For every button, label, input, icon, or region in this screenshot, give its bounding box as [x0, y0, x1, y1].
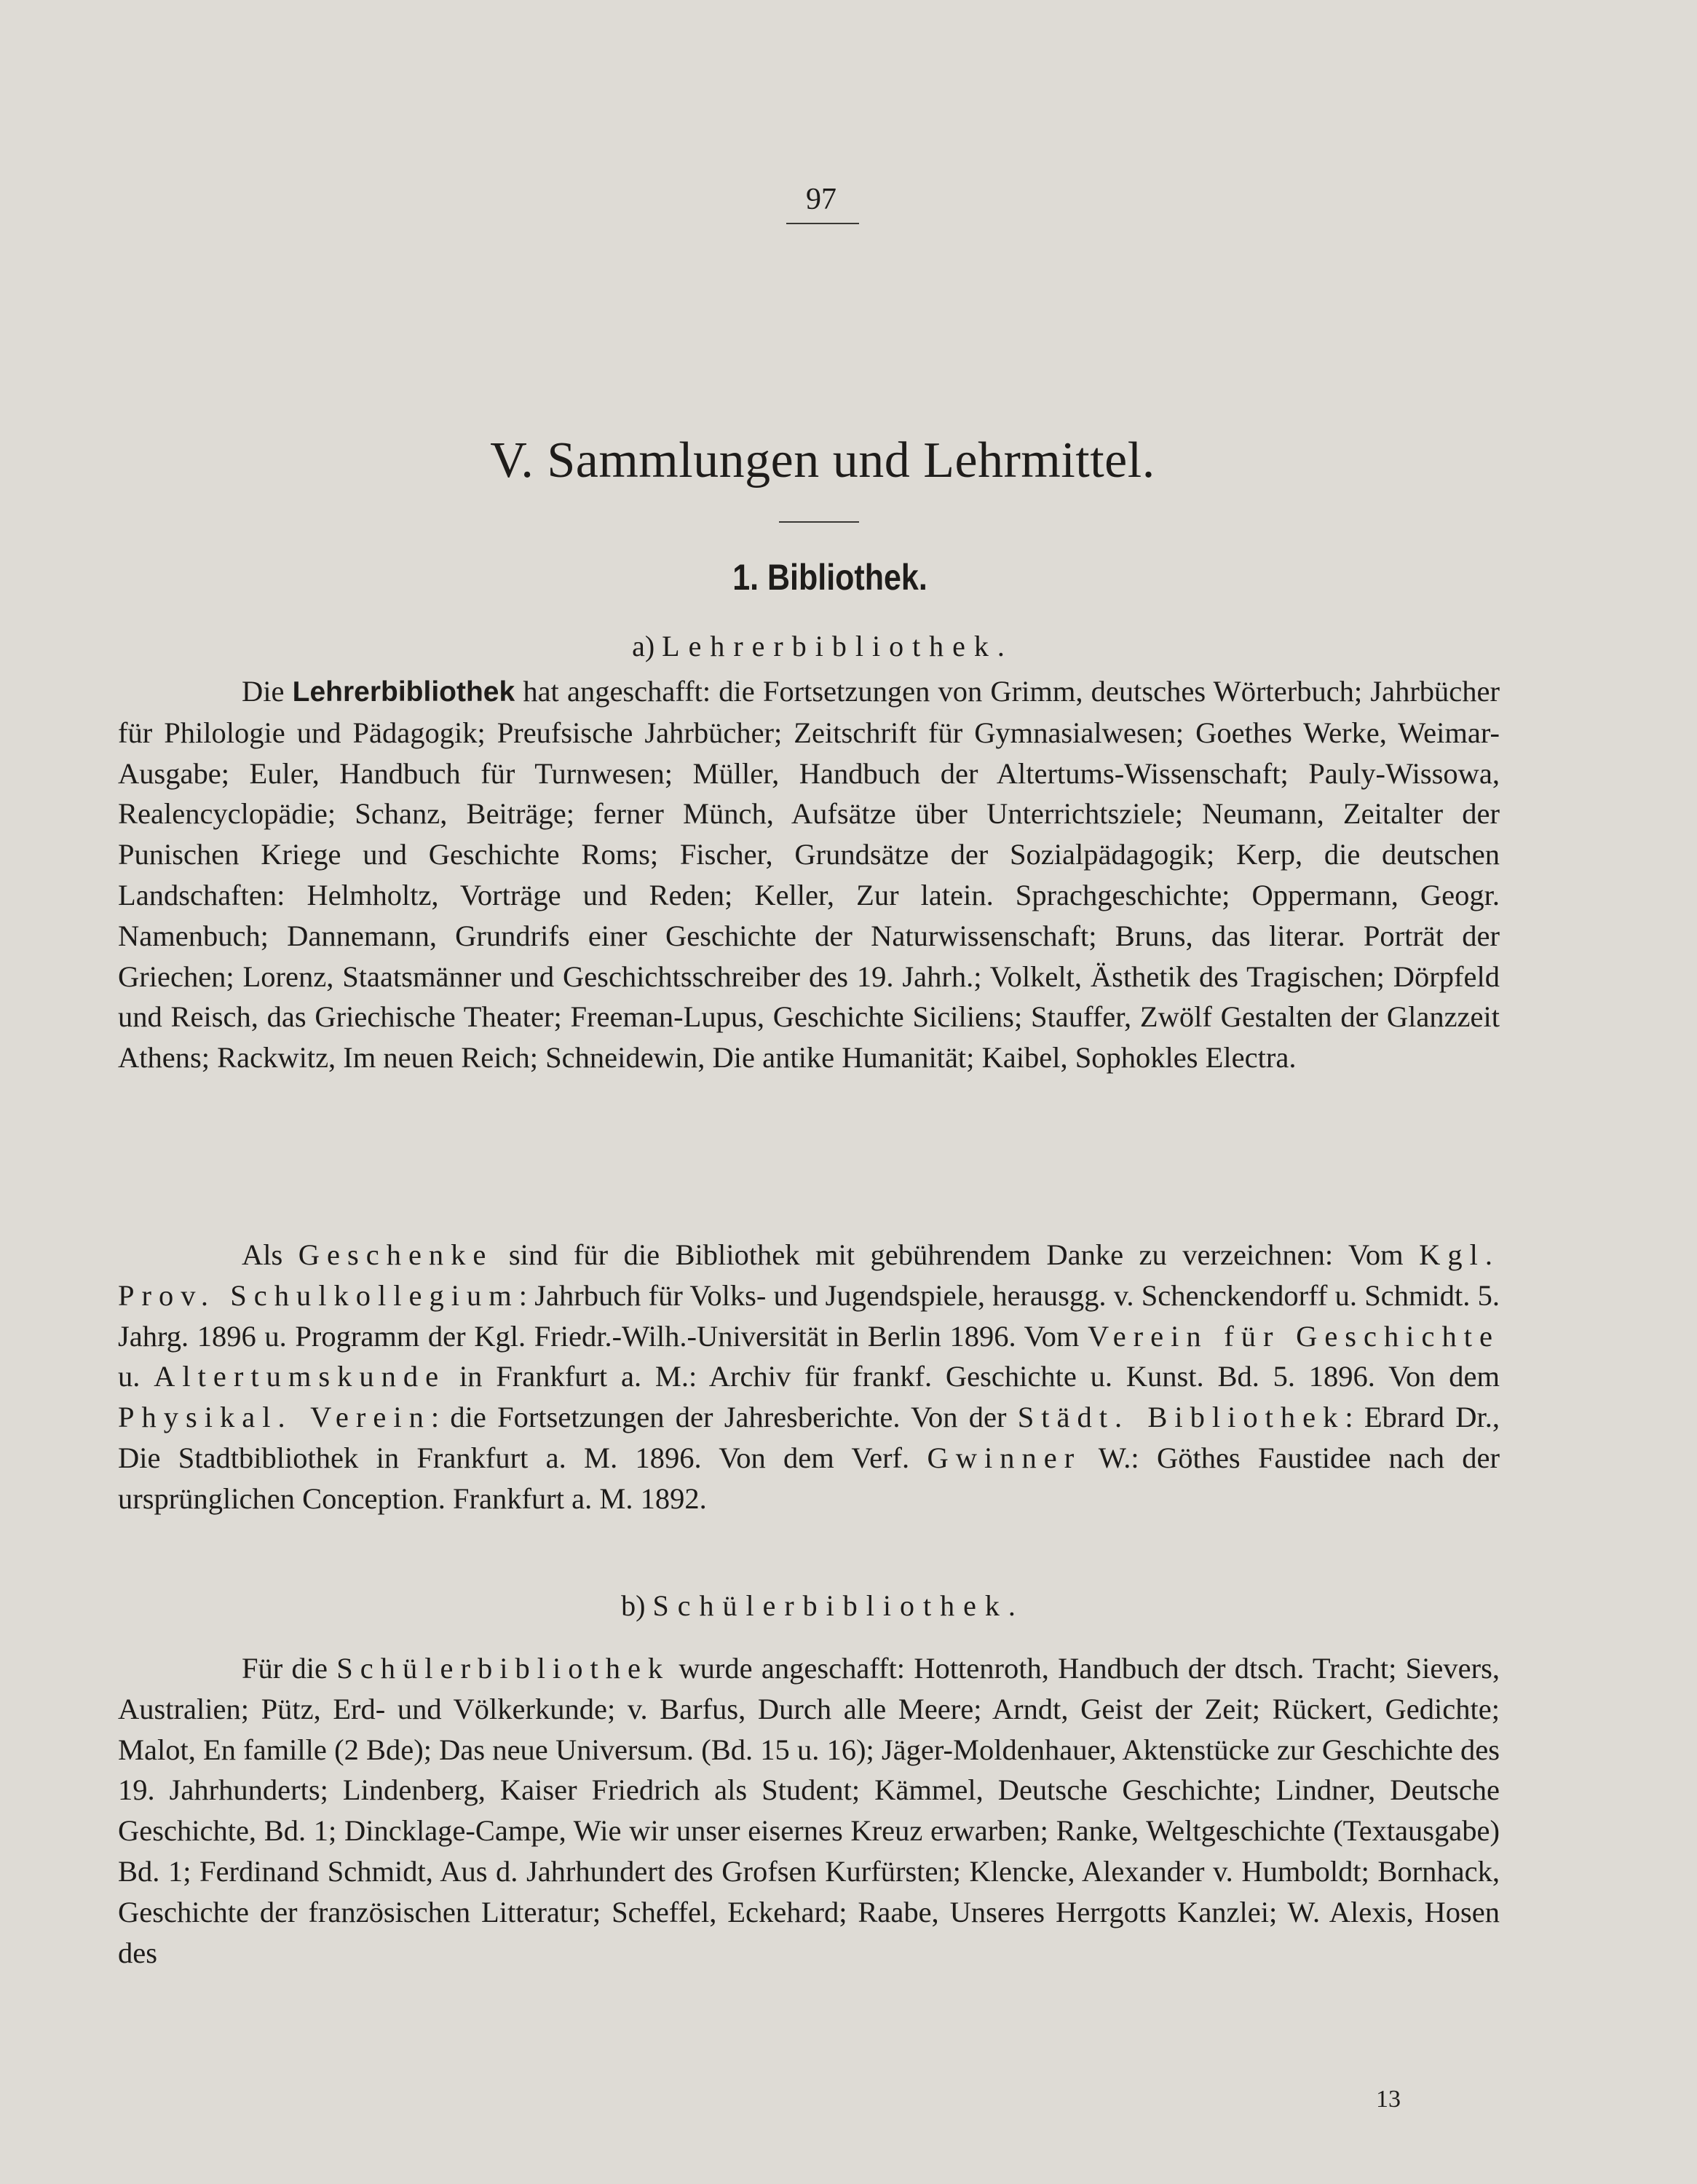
subsection-title: Lehrerbibliothek.: [662, 630, 1013, 662]
paragraph-geschenke: [118, 1235, 1500, 1519]
spaced-term: Verein für Geschichte: [1087, 1319, 1500, 1353]
bold-term-lehrerbibliothek: Lehrerbibliothek: [292, 676, 515, 708]
paragraph-text: W.: Göthes Faustidee nach der ursprünglichen Conception. Frankfurt a. M. 1892.: [118, 1441, 1500, 1515]
page-number: 97: [806, 183, 836, 216]
paragraph-text: in Frankfurt a. M.: Archiv für frankf. Geschichte u. Kunst. Bd. 5. 1896. Von dem: [446, 1360, 1500, 1393]
paragraph-text: : die Fortsetzungen der Jahresberichte. Von der: [430, 1401, 1018, 1434]
page-number-rule: [786, 223, 859, 224]
paragraph-text: hat angeschafft: die Fortsetzungen von Grimm, deutsches Wörterbuch; Jahrbücher für Philologie und Pädagogik; Preufsische Jahrbücher; Zeitschrift für Gymnasialwesen; Goethes Werke, Weimar-Ausgabe; Euler, Handbuch für Turnwesen; Müller, Handbuch der Altertums-Wissenschaft; Pauly-Wissowa, Realencyclopädie; Schanz, Beiträge; ferner Münch, Aufsätze über Unterrichtsziele; Neumann, Zeitalter der Punischen Kriege und Geschichte Roms; Fischer, Grundsätze der Sozialpädagogik; Kerp, die deutschen Landschaften: Helmholtz, Vorträge und Reden; Keller, Zur latein. Sprachgeschichte; Oppermann, Geogr. Namenbuch; Dannemann, Grundrifs einer Geschichte der Naturwissenschaft; Bruns, das literar. Porträt der Griechen; Lorenz, Staatsmänner und Geschichtsschreiber des 19. Jahrh.; Volkelt, Ästhetik des Tragischen; Dörpfeld und Reisch, das Griechische Theater; Freeman-Lupus, Geschichte Siciliens; Stauffer, Zwölf Gestalten der Glanzzeit Athens; Rackwitz, Im neuen Reich; Schneidewin, Die antike Humanität; Kaibel, Sophokles Electra.: [118, 675, 1500, 1075]
spaced-term: Physikal. Verein: [118, 1401, 431, 1434]
paragraph-text: Für die: [242, 1652, 337, 1685]
paragraph-schuelerbibliothek: [118, 1648, 1500, 1973]
spaced-term: Altertumskunde: [154, 1360, 446, 1393]
paragraph-text: : Ebrard Dr., Die Stadtbibliothek in Frankfurt a. M. 1896. Von dem Verf.: [118, 1401, 1500, 1474]
subsection-heading-lehrerbibliothek: [291, 628, 1354, 665]
subsection-label: b): [621, 1589, 646, 1622]
spaced-term: Gwinner: [927, 1441, 1082, 1474]
spaced-term: Schülerbibliothek: [336, 1652, 671, 1685]
spaced-term: Kgl. Prov. Schulkollegium: [118, 1238, 1500, 1312]
subsection-heading-schuelerbibliothek: [291, 1587, 1354, 1625]
subsection-title: Schülerbibliothek.: [652, 1589, 1024, 1622]
subsection-label: a): [632, 630, 655, 662]
section-title: 1. Bibliothek.: [732, 557, 927, 598]
chapter-rule: [779, 521, 859, 523]
paragraph-text: wurde angeschafft: Hottenroth, Handbuch der dtsch. Tracht; Sievers, Australien; Pütz, Erd- und Völkerkunde; v. Barfus, Durch alle Meere; Arndt, Geist der Zeit; Rückert, Gedichte; Malot, En famille (2 Bde); Das neue Universum. (Bd. 15 u. 16); Jäger-Moldenhauer, Aktenstücke zur Geschichte des 19. Jahrhunderts; Lindenberg, Kaiser Friedrich als Student; Kämmel, Deutsche Geschichte; Lindner, Deutsche Geschichte, Bd. 1; Dincklage-Campe, Wie wir unser eisernes Kreuz erwarben; Ranke, Weltgeschichte (Textausgabe) Bd. 1; Ferdinand Schmidt, Aus d. Jahrhundert des Grofsen Kurfürsten; Klencke, Alexander v. Humboldt; Bornhack, Geschichte der französischen Litteratur; Scheffel, Eckehard; Raabe, Unseres Herrgotts Kanzlei; W. Alexis, Hosen des: [118, 1652, 1500, 1969]
paragraph-text: u.: [118, 1360, 154, 1393]
paragraph-text: sind für die Bibliothek mit gebührendem Danke zu verzeichnen: Vom: [493, 1238, 1420, 1271]
paragraph-lehrerbibliothek: [118, 671, 1500, 1078]
paragraph-text: Als: [242, 1238, 298, 1271]
paragraph-lead: Die: [242, 675, 285, 708]
chapter-title: V. Sammlungen und Lehrmittel.: [490, 432, 1155, 488]
spaced-term: Städt. Bibliothek: [1017, 1401, 1345, 1434]
paragraph-text: : Jahrbuch für Volks- und Jugendspiele, herausgg. v. Schenckendorff u. Schmidt. 5. Jahrg. 1896 u. Programm der Kgl. Friedr.-Wilh.-Universität in Berlin 1896. Vom: [118, 1278, 1500, 1353]
signature-mark: 13: [1376, 2086, 1401, 2113]
spaced-term: Geschenke: [298, 1238, 494, 1271]
